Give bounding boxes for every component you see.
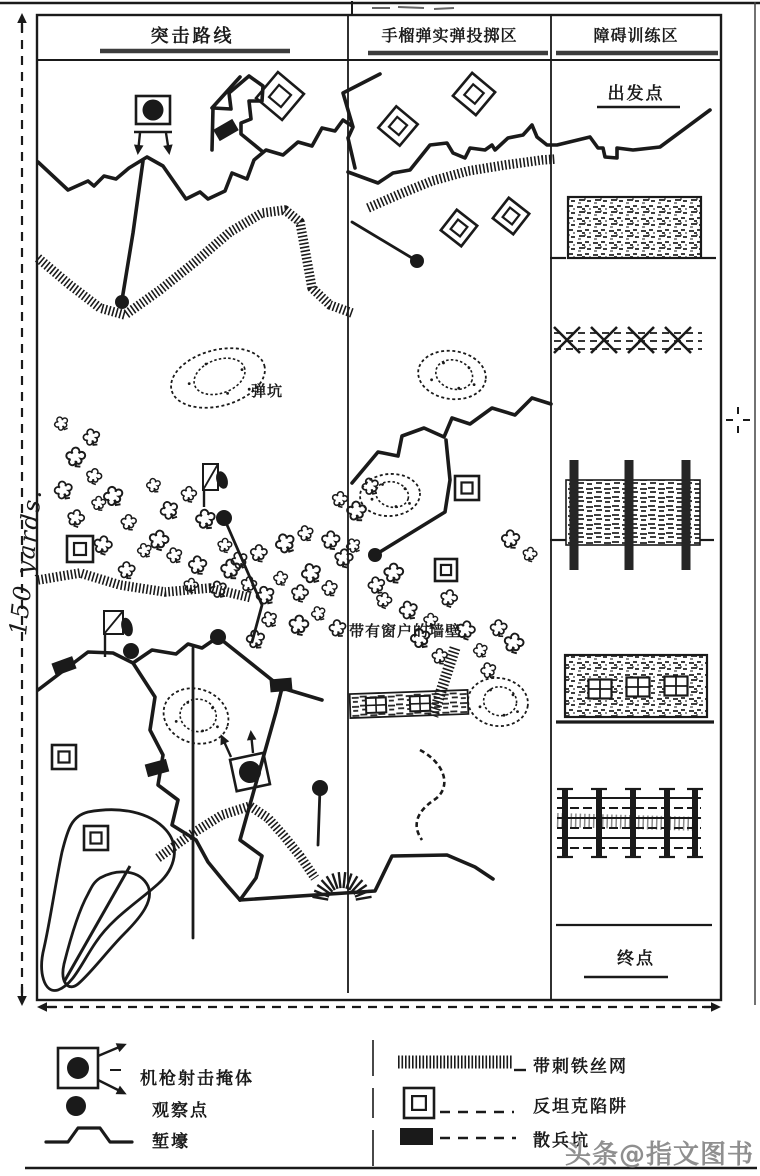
obstacle-course-layer (550, 197, 716, 925)
column-header-grenade-area: 手榴弹实弹投掷区 (381, 26, 518, 45)
legend-label-observation-point: 观察点 (152, 1101, 209, 1121)
legend-label-trench: 堑壕 (152, 1132, 190, 1152)
end-point-label: 终点 (617, 949, 655, 969)
windowed-wall-label: 带有窗户的墙壁 (349, 622, 462, 640)
legend-label-machine-gun-bunker: 机枪射击掩体 (140, 1069, 254, 1089)
watermark-text: 头条@指文图书 (564, 1140, 754, 1170)
legend-label-anti-tank-trap: 反坦克陷阱 (533, 1097, 628, 1117)
start-point-label: 出发点 (607, 84, 665, 104)
legend-label-foxhole: 散兵坑 (533, 1131, 590, 1151)
column-header-obstacle-area: 障碍训练区 (593, 26, 679, 45)
shell-crater-label: 弹坑 (251, 382, 284, 400)
column-header-assault-route: 突击路线 (150, 26, 235, 47)
scale-label-150-yards: 150 yards. (4, 486, 48, 637)
legend-label-barbed-wire: 带刺铁丝网 (533, 1057, 628, 1077)
